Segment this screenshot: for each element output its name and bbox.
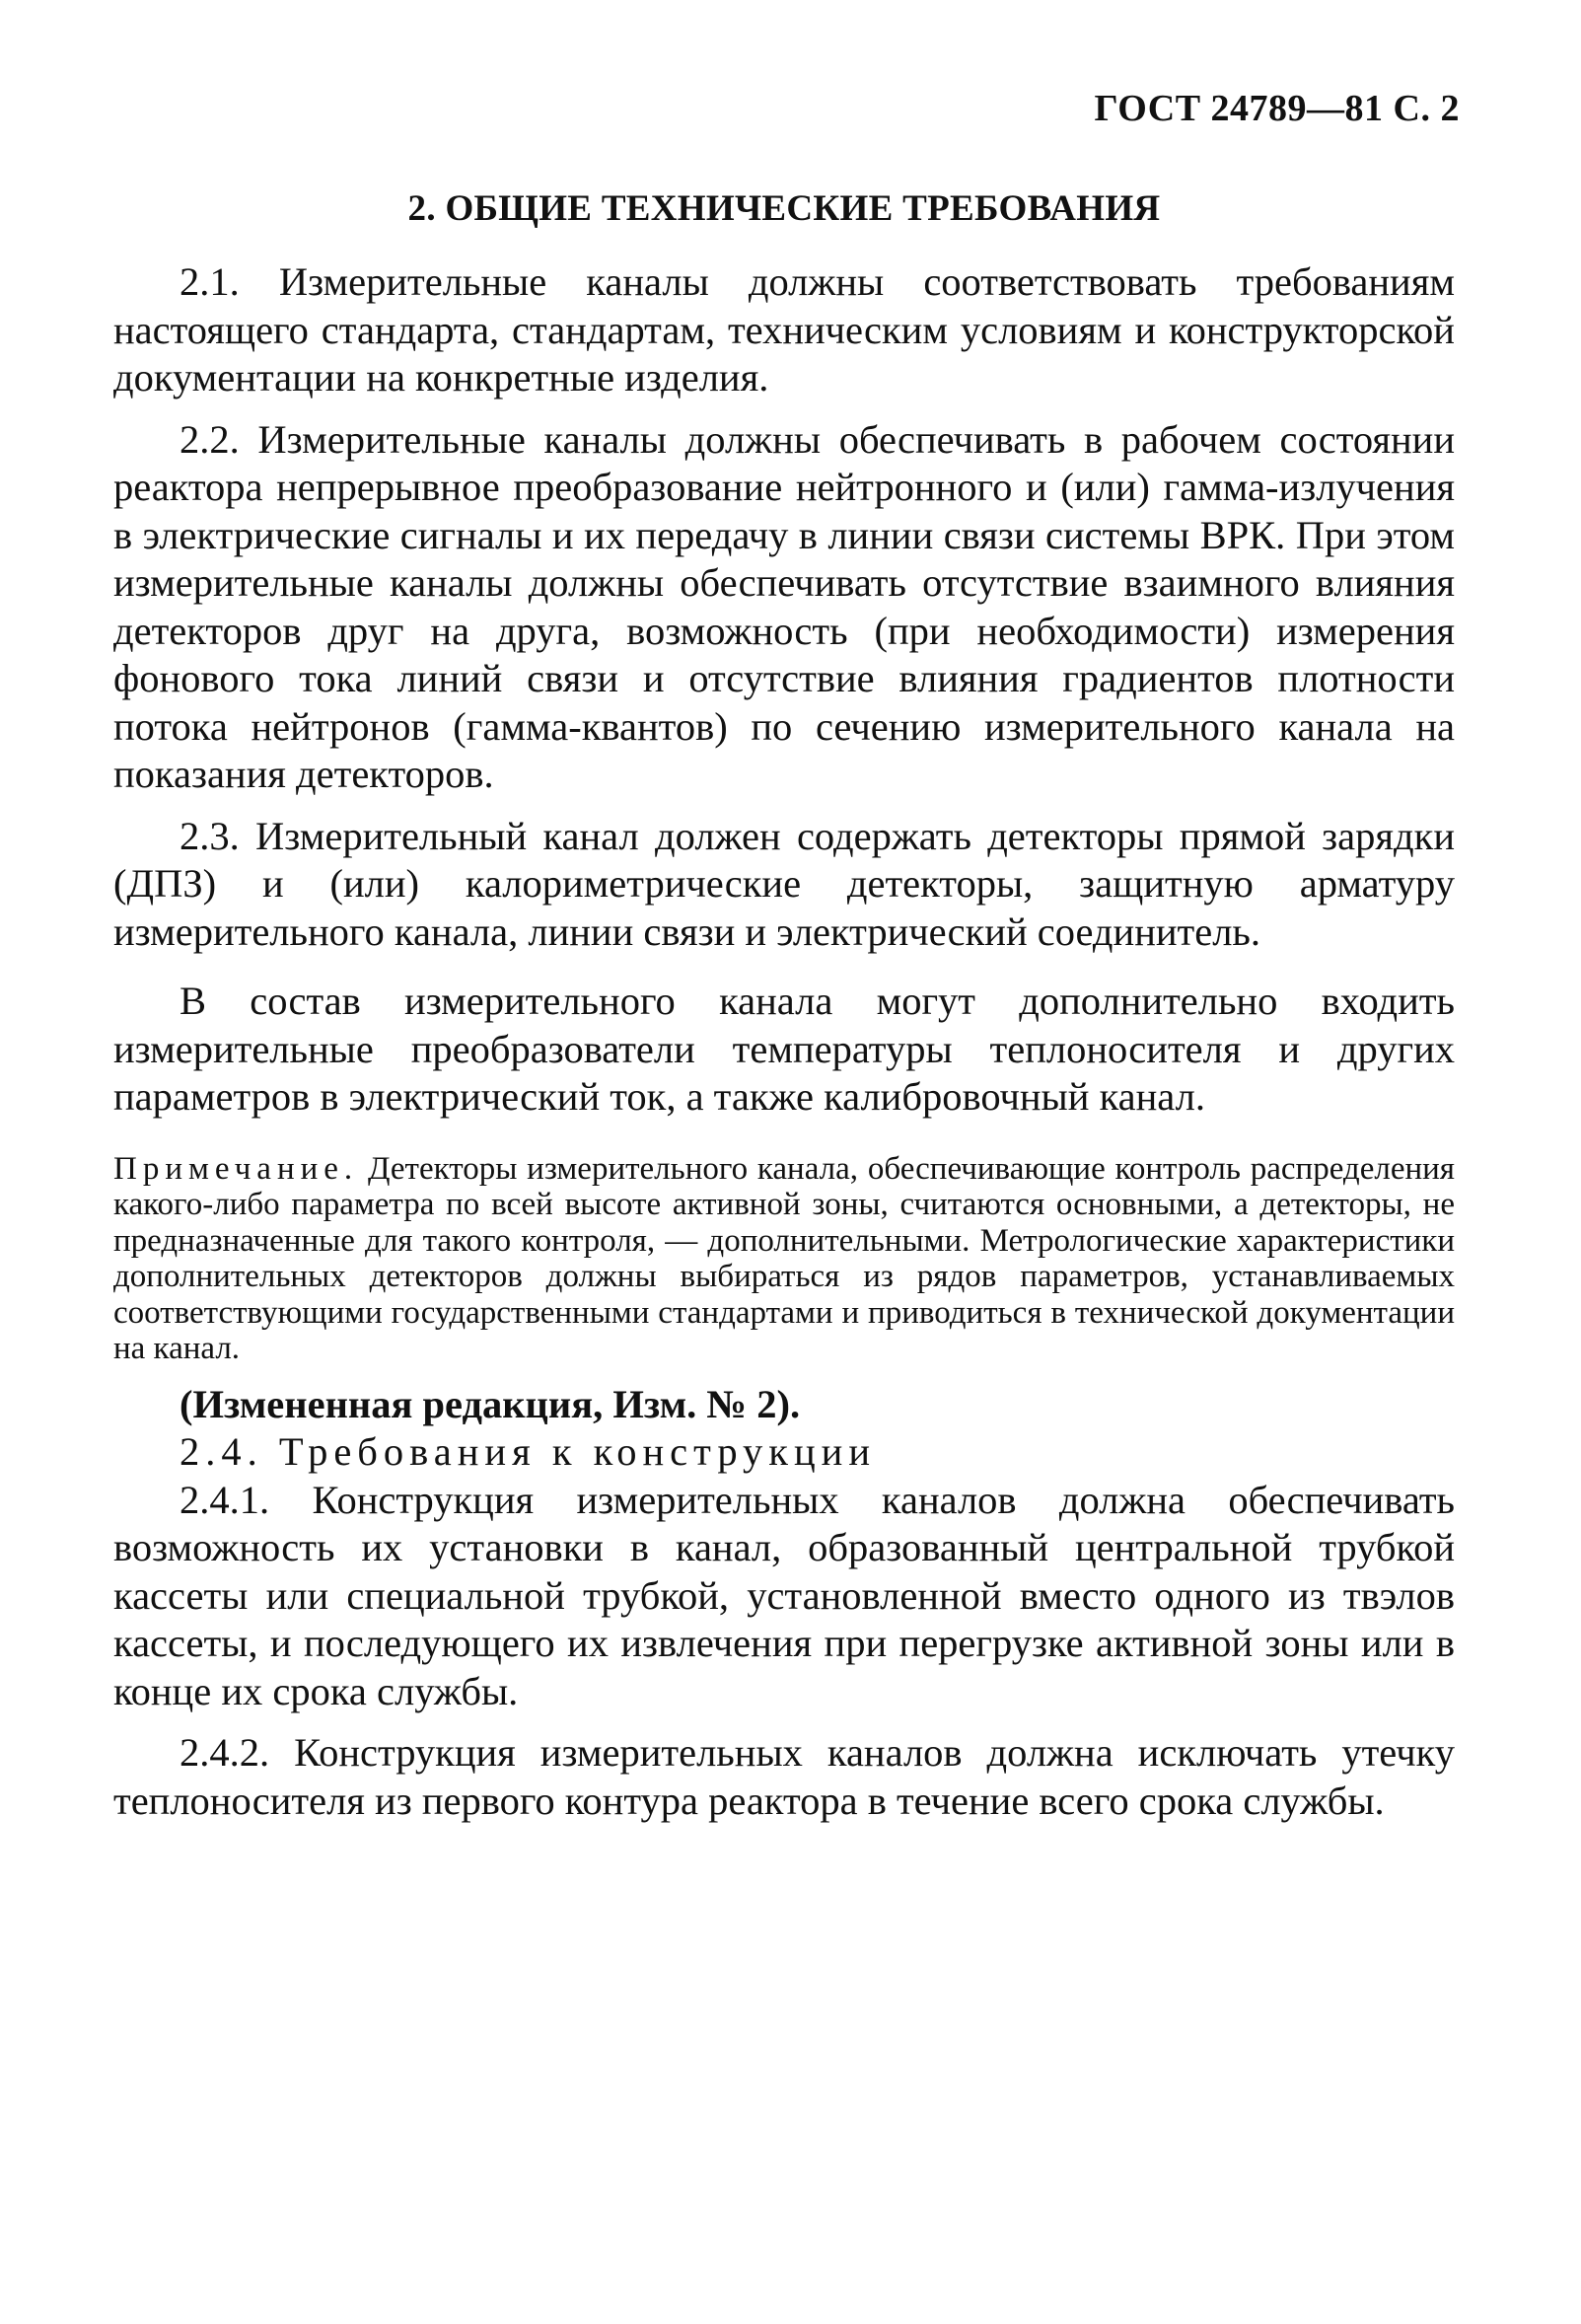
running-head: ГОСТ 24789—81 С. 2 <box>1094 88 1460 129</box>
paragraph-2-4-1: 2.4.1. Конструкция измерительных каналов должна обеспечивать возможность их установки в канал, образованный центральной трубкой кассеты или специальной трубкой, установленной вместо одного из твэлов кассеты, и последующего их извлечения при перегрузке активной зоны или в конце их срока службы. <box>113 1477 1455 1713</box>
note <box>113 1151 1455 1367</box>
paragraph-2-4-2: 2.4.2. Конструкция измерительных каналов должна исключать утечку теплоносителя из первого контура реактора в течение всего срока службы. <box>113 1730 1455 1823</box>
note-text: Детекторы измерительного канала, обеспечивающие контроль распределения какого-либо параметра по всей высоте активной зоны, считаются основными, а детекторы, не предназначенные для такого контроля, — дополнительными. Метрологические характеристики дополнительных детекторов должны выбираться из рядов параметров, устанавливаемых соответствующими государственными стандартами и приводиться в технической документации на канал. <box>113 1150 1455 1366</box>
section-title: 2. ОБЩИЕ ТЕХНИЧЕСКИЕ ТРЕБОВАНИЯ <box>407 188 1161 229</box>
note-label: Примечание. <box>113 1150 359 1187</box>
paragraph-2-2: 2.2. Измерительные каналы должны обеспечивать в рабочем состоянии реактора непрерывное преобразование нейтронного и (или) гамма-излучения в электрические сигналы и их передачу в линии связи системы ВРК. При этом измерительные каналы должны обеспечивать отсутствие взаимного влияния детекторов друг на друга, возможность (при необходимости) измерения фонового тока линий связи и отсутствие влияния градиентов плотности потока нейтронов (гамма-квантов) по сечению измерительного канала на показания детекторов. <box>113 416 1455 796</box>
document-page <box>113 0 1460 2324</box>
subsection-heading-2-4: 2.4. Требования к конструкции <box>180 1429 876 1474</box>
paragraph-2-3-extra: В состав измерительного канала могут дополнительно входить измерительные преобразователи температуры теплоносителя и других параметров в электрический ток, а также калибровочный канал. <box>113 979 1455 1119</box>
paragraph-2-3: 2.3. Измерительный канал должен содержать детекторы прямой зарядки (ДПЗ) и (или) калориметрические детекторы, защитную арматуру измерительного канала, линии связи и электрический соединитель. <box>113 813 1455 954</box>
amendment-note: (Измененная редакция, Изм. № 2). <box>180 1381 801 1426</box>
paragraph-2-1: 2.1. Измерительные каналы должны соответствовать требованиям настоящего стандарта, стандартам, техническим условиям и конструкторской документации на конкретные изделия. <box>113 259 1455 399</box>
body-text <box>113 258 1455 1825</box>
